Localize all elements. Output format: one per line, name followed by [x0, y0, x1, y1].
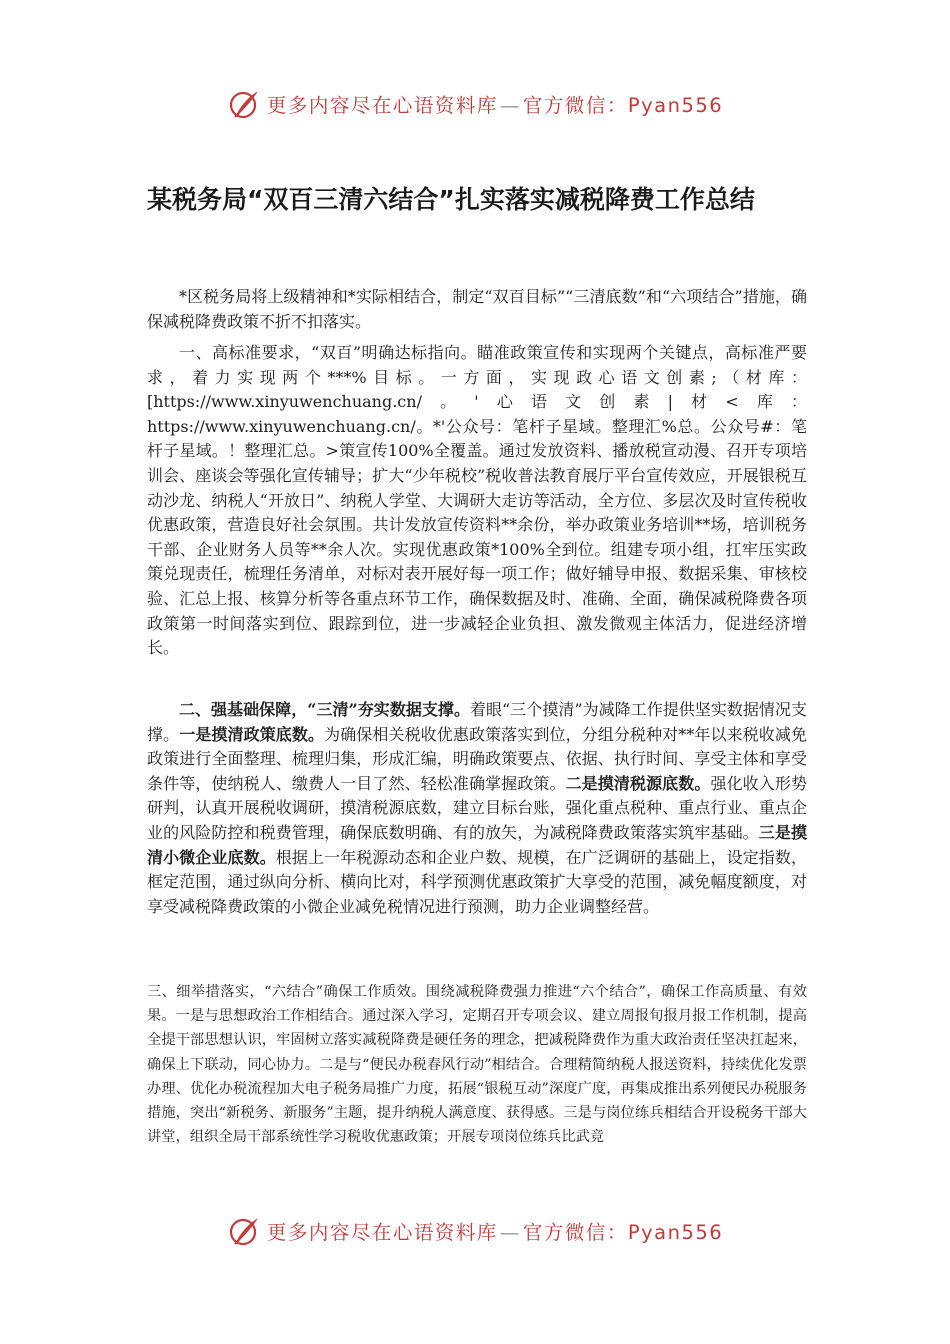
- section-2-text-1: 着眼“三个摸清”为减降工作提供坚实数据情况支撑。: [147, 700, 807, 744]
- section-1-paragraph: 一、高标准要求，“双百”明确达标指向。瞄准政策宣传和实现两个关键点，高标准严要求，着力实现两个***%目标。一方面，实现政心语文创素;（材库：[https://www.xinyuwenchuang.cn/。'心语文创素|材<库：https://www.xinyuwenchuang.cn/。*'公众号：笔杆子星域。整理汇%总。公众号#：笔杆子星域。！整理汇总。>策宣传100%全覆盖。通过发放资料、播放税宣动漫、召开专项培训会、座谈会等强化宣传辅导；扩大“少年税校”税收普法教育展厅平台宣传效应，开展银税互动沙龙、纳税人“开放日”、纳税人学堂、大调研大走访等活动，全方位、多层次及时宣传税收优惠政策，营造良好社会氛围。共计发放宣传资料**余份，举办政策业务培训**场，培训税务干部、企业财务人员等**余人次。实现优惠政策*100%全到位。组建专项小组，扛牢压实政策兑现责任，梳理任务清单，对标对表开展好每一项工作；做好辅导申报、数据采集、审核校验、汇总上报、核算分析等各重点环节工作，确保数据及时、准确、全面，确保减税降费各项政策第一时间落实到位、跟踪到位，进一步减轻企业负担、激发微观主体活力，促进经济增长。: [147, 343, 807, 658]
- section-2-text-3: 强化收入形势研判，认真开展税收调研，摸清税源底数，建立目标台账，强化重点税种、重点行业、重点企业的风险防控和税费管理，确保底数明确、有的放矢，为减税降费政策落实筑牢基础。: [147, 773, 807, 842]
- document-title: 某税务局“双百三清六结合”扎实落实减税降费工作总结: [147, 185, 755, 214]
- banner-wechat-id: Pyan556: [627, 1221, 724, 1244]
- section-3-paragraph: 三、细举措落实，“六结合”确保工作质效。围绕减税降费强力推进“六个结合”，确保工作高质量、有效果。一是与思想政治工作相结合。通过深入学习，定期召开专项会议、建立周报旬报月报工作机制，提高全提干部思想认识，牢固树立落实减税降费是硬任务的理念，把减税降费作为重大政治责任坚决扛起来，确保上下联动，同心协力。二是与“便民办税春风行动”相结合。合理精简纳税人报送资料，持续优化发票办理、优化办税流程加大电子税务局推广力度，拓展“银税互动”深度广度，再集成推出系列便民办税服务措施，突出“新税务、新服务”主题，提升纳税人满意度、获得感。三是与岗位练兵相结合开设税务干部大讲堂，组织全局干部系统性学习税收优惠政策；开展专项岗位练兵比武竞: [147, 984, 807, 1146]
- header-banner: [0, 84, 950, 124]
- banner-wechat-id: Pyan556: [627, 94, 724, 117]
- section-2-point-2: 二是摸清税源底数。: [565, 773, 711, 793]
- section-2-paragraph: [147, 698, 807, 919]
- banner-contact-label: 官方微信：: [522, 1221, 628, 1244]
- banner-text: [267, 90, 723, 118]
- section-2-text-2: 为确保相关税收优惠政策落实到位，分组分税种对**年以来税收减免政策进行全面整理、梳理归集，形成汇编，明确政策要点、依据、执行时间、享受主体和享受条件等，使纳税人、缴费人一目了然、轻松准确掌握政策。: [147, 724, 807, 793]
- intro-paragraph: *区税务局将上级精神和*实际相结合，制定“双百目标”“三清底数”和“六项结合”措施，确保减税降费政策不折不扣落实。: [147, 287, 807, 331]
- banner-separator: —: [499, 94, 521, 117]
- section-2-text-4: 根据上一年税源动态和企业户数、规模，在广泛调研的基础上，设定指数，框定范围，通过纵向分析、横向比对，科学预测优惠政策扩大享受的范围，减免幅度额度，对享受减税降费政策的小微企业减免税情况进行预测，助力企业调整经营。: [147, 847, 807, 916]
- footer-banner: [0, 1211, 950, 1251]
- section-2-point-3: 三是摸清小微企业底数。: [147, 822, 807, 867]
- banner-separator: —: [499, 1221, 521, 1244]
- banner-slogan: 更多内容尽在心语资料库: [266, 1221, 498, 1244]
- banner-slogan: 更多内容尽在心语资料库: [266, 94, 498, 117]
- quill-pen-circle-logo-icon: [227, 86, 263, 122]
- banner-contact-label: 官方微信：: [522, 94, 628, 117]
- section-2-point-1: 一是摸清政策底数。: [179, 724, 325, 744]
- section-2-heading: 二、强基础保障，“三清”夯实数据支撑。: [179, 700, 470, 719]
- banner-text: [267, 1217, 723, 1245]
- quill-pen-circle-logo-icon: [227, 1213, 263, 1249]
